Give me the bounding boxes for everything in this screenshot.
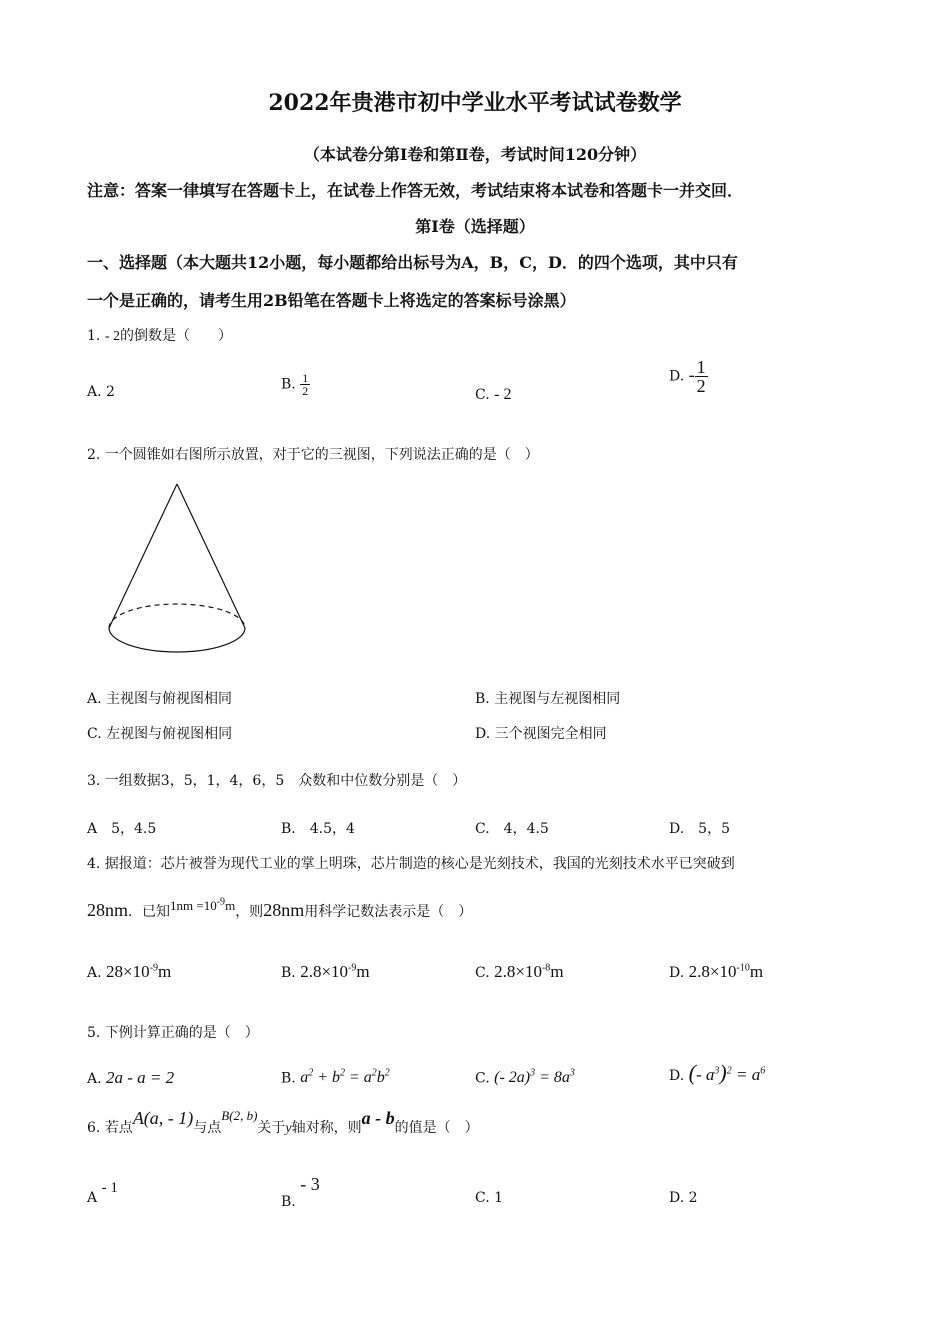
q1-option-a: A. 2 [87,384,115,400]
q3-option-d: D. 5，5 [669,821,730,837]
q3-option-c: C. 4，4.5 [475,821,549,837]
question-3: 3. 一组数据3，5，1，4，6，5 众数和中位数分别是（ ） [87,773,467,789]
q6-option-b: B. - 3 [281,1174,320,1210]
q4-option-a: A. $28\times 10^{-9}m$ [87,962,172,981]
q6-option-a: A - 1 [87,1180,118,1206]
q2-option-b: B. 主视图与左视图相同 [475,691,621,707]
q6-point-a: A(a, - 1) [132,1108,194,1128]
q1-option-d: D. - $\frac{1}{2}$ [669,357,706,396]
q2-option-c: C. 左视图与俯视图相同 [87,726,233,742]
q2-option-d: D. 三个视图完全相同 [475,726,607,742]
subtitle: （本试卷分第Ⅰ卷和第Ⅱ卷，考试时间120分钟） [303,145,647,164]
question-1: 1. - 2的倒数是（ ） [87,328,232,344]
cone-right-edge [177,484,245,628]
cone-figure [100,478,260,663]
q4-option-b: B. $2.8\times 10^{-9}m$ [281,962,370,981]
q2-option-a: A. 主视图与俯视图相同 [87,691,233,707]
q5-option-a: A. 2a - a = 2 [87,1068,175,1087]
q4-option-c: C. $2.8\times 10^{-8}m$ [475,962,564,981]
part-heading: 第Ⅰ卷（选择题） [415,217,535,236]
question-6: 6. 若点A(a, - 1)与点B(2, b)关于y轴对称，则a - b的值是（ ） [87,1108,479,1136]
page-title: 2022年贵港市初中学业水平考试试卷数学 [268,90,682,116]
cone-base-back [109,604,245,628]
question-2: 2. 一个圆锥如右图所示放置，对于它的三视图，下列说法正确的是（ ） [87,447,539,463]
section-instruction-line2: 一个是正确的，请考生用2B铅笔在答题卡上将选定的答案标号涂黑） [87,291,576,310]
q1-expression: - 2 [104,329,120,344]
question-4-line1: 4. 据报道：芯片被誉为现代工业的掌上明珠，芯片制造的核心是光刻技术，我国的光刻技术水平已突破到 [87,856,735,872]
q1-b-fraction: $\frac{1}{2}$ [302,371,309,398]
cone-base-front [109,628,245,652]
question-5: 5. 下例计算正确的是（ ） [87,1025,259,1041]
q6-expression: a - b [361,1108,395,1128]
q5-option-d: D. (- $a^3)^2 = a^6$ [669,1060,766,1085]
q6-point-b: B(2, b) [221,1108,258,1123]
q1-option-c: C. - 2 [475,386,512,403]
q6-option-c: C. 1 [475,1190,504,1206]
q6-option-d: D. 2 [669,1190,698,1206]
section-instruction-line1: 一、选择题（本大题共12小题，每小题都给出标号为A，B，C，D．的四个选项，其中只有 [87,253,738,272]
q3-option-a: A 5，4.5 [87,821,157,837]
q4-given-equation: $1nm =10^{-9}m$ [170,896,236,913]
q1-option-b: B. $\frac{1}{2}$ [281,371,309,398]
q5-option-c: C. (- $2a)^3 = 8a^3$ [475,1068,575,1087]
q4-option-d: D. $2.8\times 10^{-10}m$ [669,962,764,981]
question-4-line2: 28nm．已知$1nm =10^{-9}m$，则28nm用科学记数法表示是（ ） [87,896,473,920]
q1-d-fraction: $\frac{1}{2}$ [696,357,706,396]
cone-left-edge [109,484,177,628]
notice: 注意：答案一律填写在答题卡上，在试卷上作答无效，考试结束将本试卷和答题卡一并交回． [87,181,744,200]
q5-option-b: B. $a^2 + b^2 = a^2b^2$ [281,1068,390,1087]
q3-option-b: B. 4.5，4 [281,821,355,837]
